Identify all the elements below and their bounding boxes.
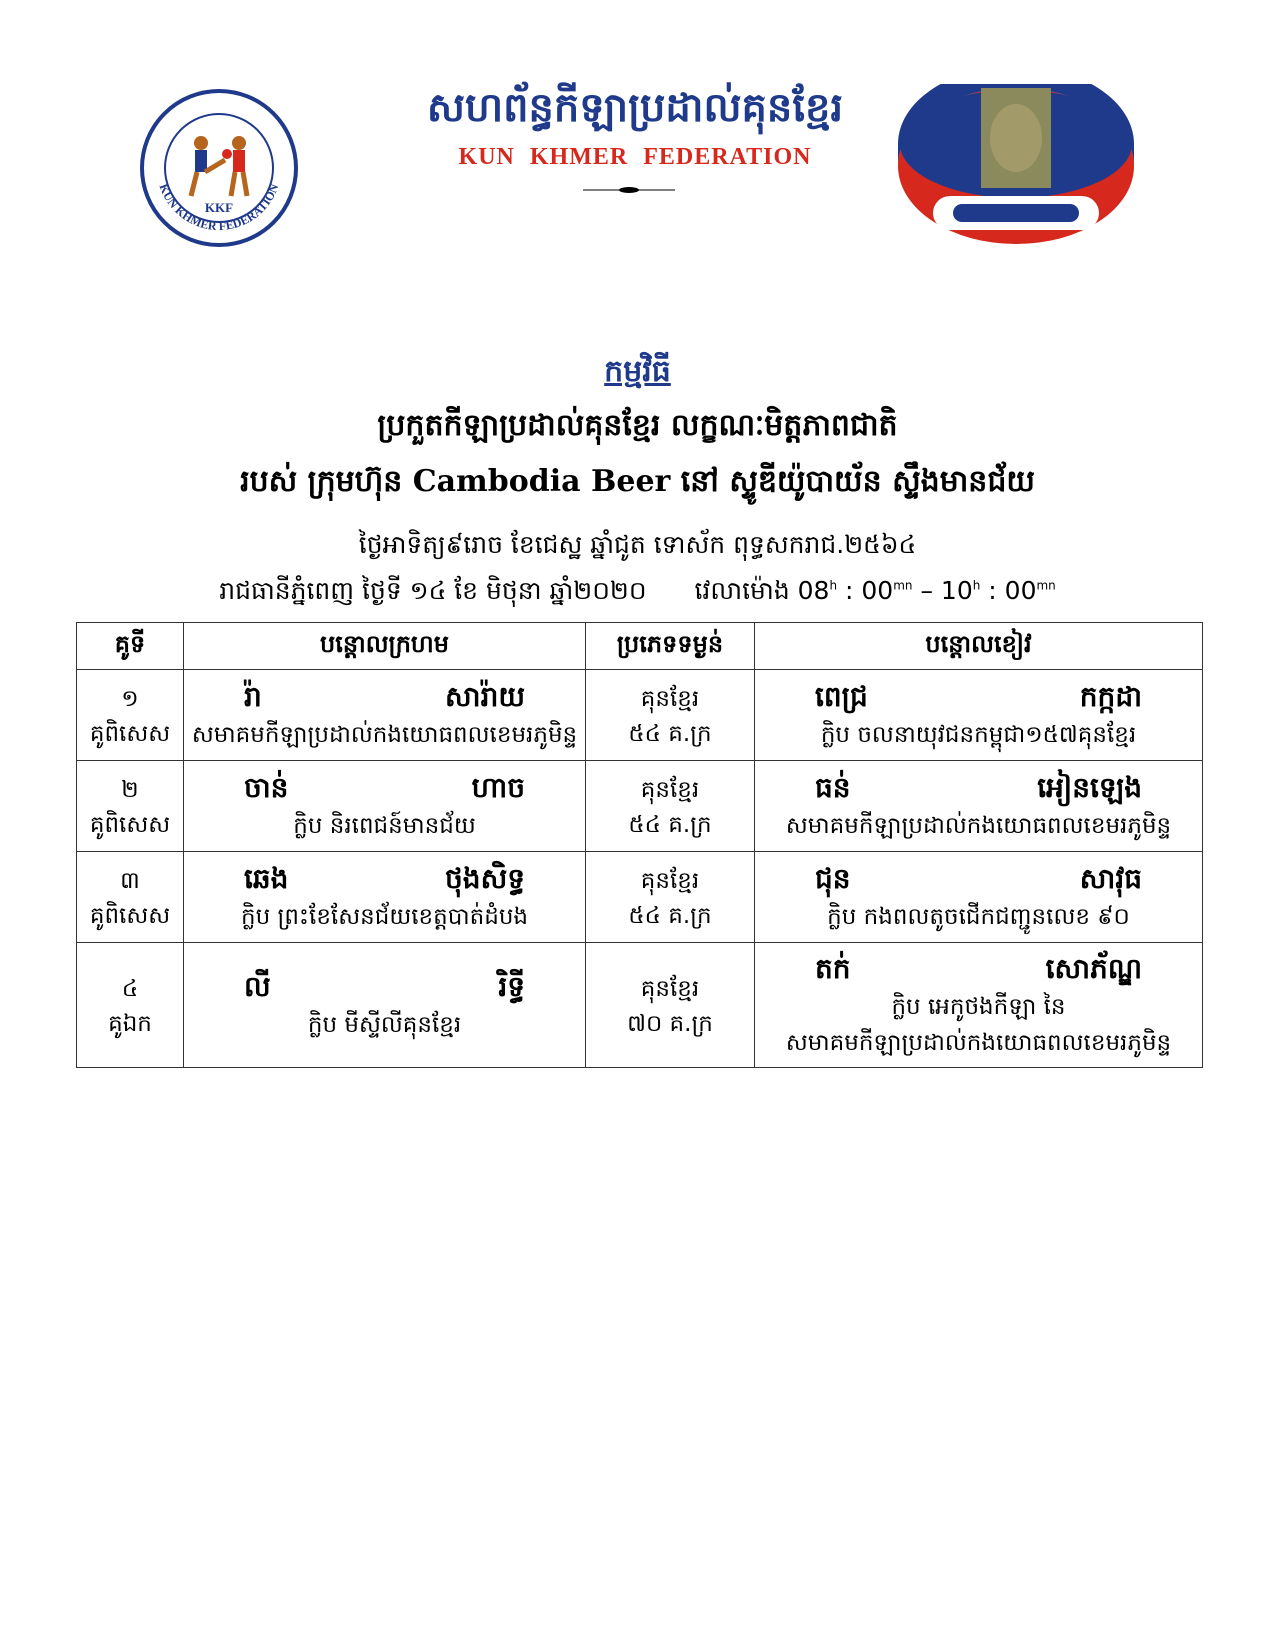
- blue-fighter-cell: ពេជ្រ កក្កដា ក្លិប ចលនាយុវជនកម្ពុជា១៥៧គុនខ្មែរ: [755, 670, 1203, 761]
- match-number-cell: ៤ គូឯក: [77, 943, 184, 1068]
- table-header-row: [77, 623, 1203, 670]
- weight-cell: គុនខ្មែរ ៧០ គ.ក្រ: [586, 943, 755, 1068]
- match-number-cell: ២ គូពិសេស: [77, 761, 184, 852]
- header-blue-corner: បន្តោលខៀវ: [755, 623, 1203, 670]
- table-row: [77, 852, 1203, 943]
- weight-cell: គុនខ្មែរ ៥៤ គ.ក្រ: [586, 852, 755, 943]
- gregorian-date: រាជធានីភ្នំពេញ ថ្ងៃទី ១៤ ខែ មិថុនា ឆ្នាំ២០២០: [219, 576, 647, 605]
- kkf-logo: [139, 88, 299, 248]
- document-title: កម្មវិធី: [604, 354, 671, 389]
- table-row: [77, 761, 1203, 852]
- red-fighter-cell: ឆេង ថុងសិទ្ធ ក្លិប ព្រះខែសែនជ័យខេត្តបាត់ដំបង: [184, 852, 586, 943]
- event-subtitle-1: ប្រកួតកីឡាប្រដាល់គុនខ្មែរ លក្ខណៈមិត្តភាពជាតិ: [377, 408, 898, 443]
- header-match-no: គូទី: [77, 623, 184, 670]
- header-red-corner: បន្តោលក្រហម: [184, 623, 586, 670]
- table-row: [77, 943, 1203, 1068]
- cambodia-beer-logo: [893, 84, 1139, 248]
- match-number-cell: ១ គូពិសេស: [77, 670, 184, 761]
- divider-ornament: [583, 186, 675, 194]
- date-and-time: [0, 576, 1275, 612]
- blue-fighter-cell: ធន់ អៀនឡេង សមាគមកីឡាប្រដាល់កងយោធពលខេមរភូមិន្ទ: [755, 761, 1203, 852]
- time-range: វេលាម៉ោង 08$^h$ : $00^{mn} - 10^h$ : $00^{mn}$: [694, 576, 1056, 605]
- org-name-khmer: សហព័ន្ធកីឡាប្រដាល់គុនខ្មែរ: [426, 84, 844, 131]
- fight-schedule-table: [76, 622, 1203, 1068]
- weight-cell: គុនខ្មែរ ៥៤ គ.ក្រ: [586, 761, 755, 852]
- red-fighter-cell: ចាន់ ហាច ក្លិប និរពេជន៍មានជ័យ: [184, 761, 586, 852]
- blue-fighter-cell: ជុន សាវុធ ក្លិប កងពលតូចជើកជញ្ជូនលេខ ៩០: [755, 852, 1203, 943]
- weight-cell: គុនខ្មែរ ៥៤ គ.ក្រ: [586, 670, 755, 761]
- red-fighter-cell: លី រិទ្ធី ក្លិប មីស្ទីលីគុនខ្មែរ: [184, 943, 586, 1068]
- org-name-english: KUN KHMER FEDERATION: [458, 144, 812, 170]
- match-number-cell: ៣ គូពិសេស: [77, 852, 184, 943]
- svg-text:KUN KHMER FEDERATION: KUN KHMER FEDERATION: [156, 181, 282, 234]
- lunar-date: ថ្ងៃអាទិត្យ៩រោច ខែជេស្ឋ ឆ្នាំជូត ទោស័ក ពុទ្ធសករាជ.២៥៦៤: [358, 530, 917, 559]
- event-subtitle-2: របស់ ក្រុមហ៊ុន Cambodia Beer នៅ ស្ទូឌីយ៉ូបាយ័ន ស្ទឹងមានជ័យ: [240, 464, 1035, 499]
- header-weight-type: ប្រភេទទម្ងន់: [586, 623, 755, 670]
- svg-text:KKF: KKF: [204, 200, 234, 215]
- table-row: [77, 670, 1203, 761]
- blue-fighter-cell: តក់ សោភ័ណ្ឌ ក្លិប អេកូថងកីឡា នៃ សមាគមកីឡាប្រដាល់កងយោធពលខេមរភូមិន្ទ: [755, 943, 1203, 1068]
- red-fighter-cell: រ៉ា សារ៉ាយ សមាគមកីឡាប្រដាល់កងយោធពលខេមរភូមិន្ទ: [184, 670, 586, 761]
